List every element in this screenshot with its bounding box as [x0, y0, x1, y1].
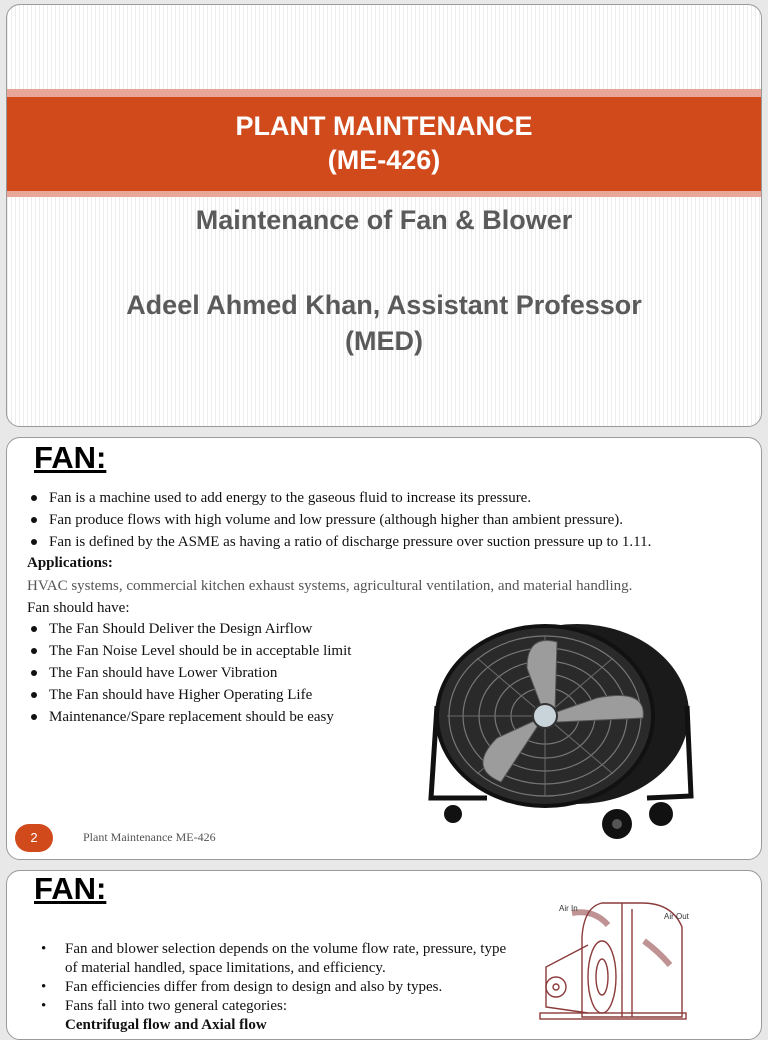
bullet-icon	[31, 539, 37, 545]
list-item: The Fan Noise Level should be in acceptable limit	[27, 640, 351, 662]
banner-accent-line	[7, 191, 761, 197]
definition-list	[27, 487, 651, 553]
lecture-subtitle: Maintenance of Fan & Blower	[195, 205, 573, 235]
course-code: (ME-426)	[327, 145, 441, 175]
list-item: Fan is a machine used to add energy to the gaseous fluid to increase its pressure.	[27, 487, 651, 509]
bullet-icon	[31, 495, 37, 501]
bullet-icon	[31, 714, 37, 720]
list-item: • Fans fall into two general categories:	[41, 998, 288, 1014]
air-in-label: Air In	[559, 904, 578, 913]
list-item: Fan produce flows with high volume and low pressure (although higher than ambient pressure).	[27, 509, 651, 531]
list-item: The Fan should have Lower Vibration	[27, 662, 351, 684]
drum-fan-image	[417, 618, 707, 848]
list-item: Maintenance/Spare replacement should be easy	[27, 706, 351, 728]
list-item: • Fan efficiencies differ from design to design and also by types.	[41, 979, 443, 995]
bullet-icon	[31, 692, 37, 698]
requirements-list	[27, 618, 351, 728]
slide-heading: FAN:	[34, 440, 107, 475]
selection-list	[41, 940, 510, 1035]
applications-label: Applications:	[27, 555, 113, 571]
title-banner	[7, 97, 761, 191]
bullet-icon	[31, 648, 37, 654]
bullet-icon	[31, 670, 37, 676]
list-item	[41, 1016, 510, 1035]
fan-selection-slide	[6, 870, 762, 1040]
should-have-label: Fan should have:	[27, 600, 130, 616]
air-out-label: Air Out	[664, 912, 689, 921]
author-name: Adeel Ahmed Khan, Assistant Professor	[126, 290, 642, 320]
bullet-icon	[31, 517, 37, 523]
list-item: The Fan Should Deliver the Design Airflow	[27, 618, 351, 640]
bullet-icon	[31, 626, 37, 632]
bullet-icon: •	[41, 941, 47, 957]
bullet-icon: •	[41, 979, 47, 995]
title-slide	[6, 4, 762, 427]
fan-categories: Centrifugal flow and Axial flow	[65, 1017, 267, 1033]
list-item: The Fan should have Higher Operating Life	[27, 684, 351, 706]
bullet-icon: •	[41, 998, 47, 1014]
slide-footer: Plant Maintenance ME-426	[83, 830, 216, 844]
list-item: Fan is defined by the ASME as having a ratio of discharge pressure over suction pressure up to 1.11.	[27, 531, 651, 553]
applications-text: HVAC systems, commercial kitchen exhaust systems, agricultural ventilation, and material handling.	[27, 578, 633, 594]
page-number-badge: 2	[15, 824, 53, 852]
fan-overview-slide	[6, 437, 762, 860]
centrifugal-blower-diagram	[532, 897, 692, 1027]
author-block	[7, 287, 761, 359]
author-department: (MED)	[345, 326, 423, 356]
slide-heading: FAN:	[34, 871, 107, 906]
course-title: PLANT MAINTENANCE	[235, 111, 533, 141]
list-item: • Fan and blower selection depends on the volume flow rate, pressure, type of material handled, space limitations, and efficiency.	[41, 941, 507, 976]
banner-accent-line	[7, 89, 761, 97]
